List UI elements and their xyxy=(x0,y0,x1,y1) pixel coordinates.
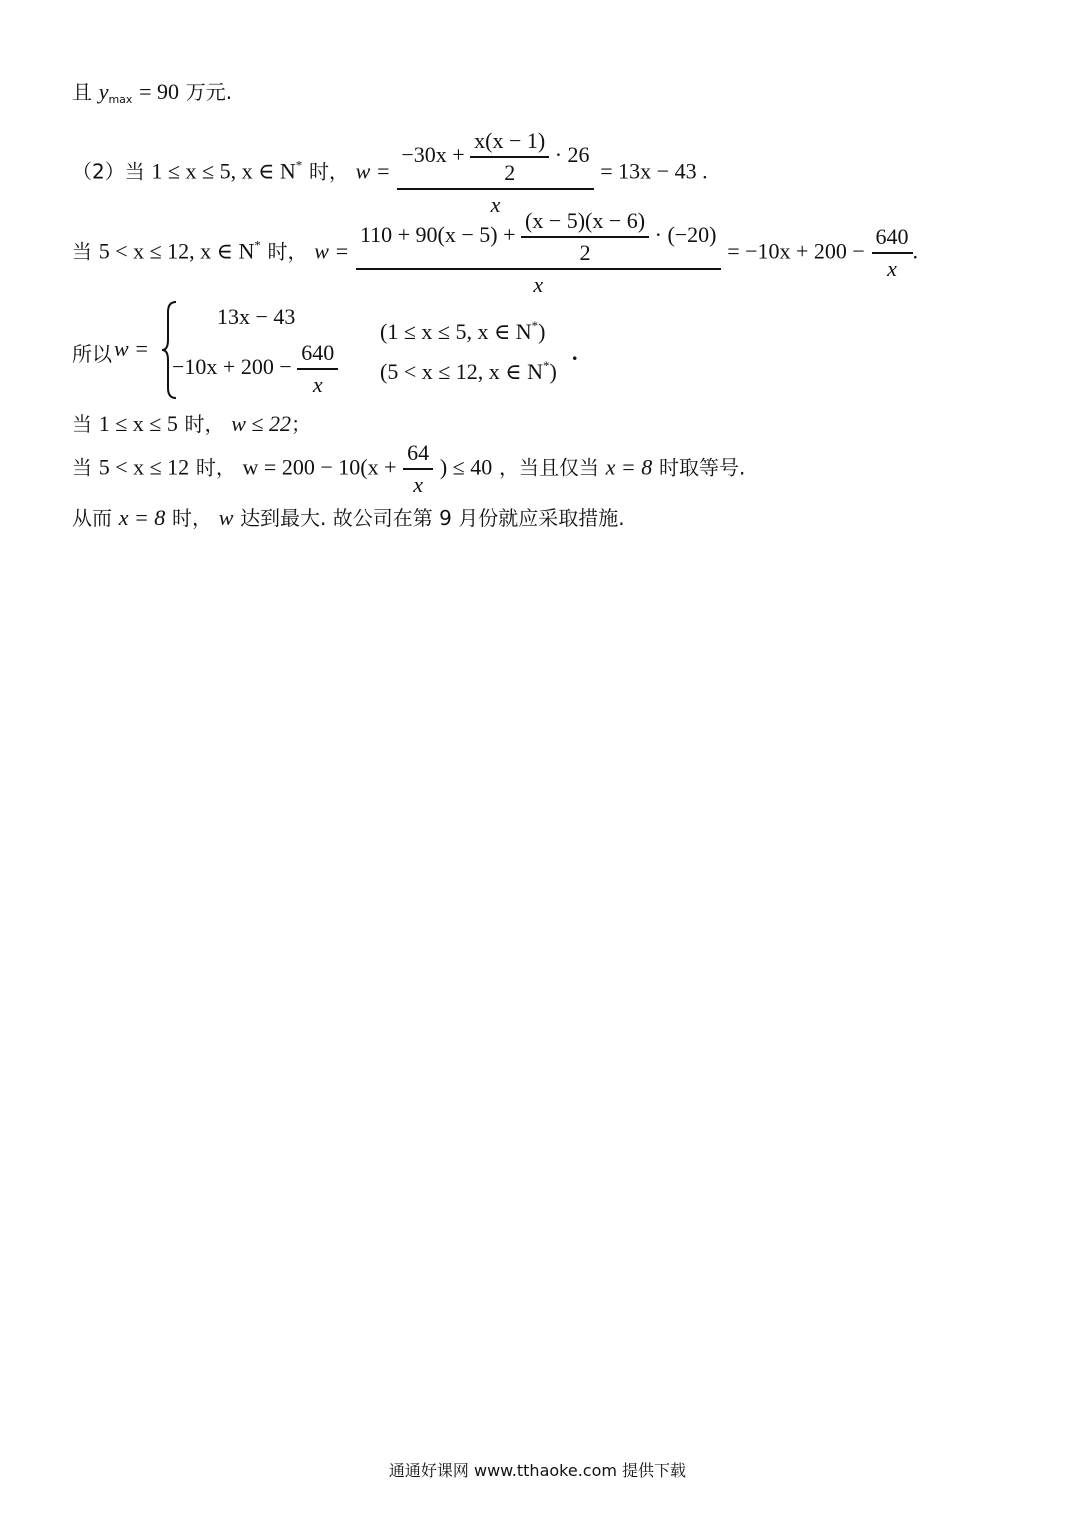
denominator-1: x xyxy=(490,192,501,217)
case-2-close: ) xyxy=(549,359,557,384)
expr-end-6: ) ≤ 40 xyxy=(439,454,493,480)
period-2: . xyxy=(912,238,919,264)
page-footer: 通通好课网 www.tthaoke.com 提供下载 xyxy=(388,1461,687,1480)
case-2-cond-text: (5 < x ≤ 12, x ∈ N xyxy=(380,359,543,384)
inner-num-2: (x − 5)(x − 6) xyxy=(525,208,646,233)
suoyi-label: 所以 xyxy=(72,342,112,366)
result-fraction-2 xyxy=(872,224,913,282)
inner-num-1: x(x − 1) xyxy=(474,128,546,153)
case-1-cond-text: (1 ≤ x ≤ 5, x ∈ N xyxy=(380,319,532,344)
when-2: 时， xyxy=(267,239,308,264)
result-1: = 13x − 43 . xyxy=(600,158,708,184)
tail2-6: 时取等号. xyxy=(658,455,746,480)
when-5: 时， xyxy=(184,412,225,436)
big-fraction-2 xyxy=(356,208,721,298)
conc-b: 时， xyxy=(172,506,212,530)
case-2-frac-num: 640 xyxy=(301,340,335,365)
inner-fraction-2 xyxy=(521,208,649,266)
when-label-5: 当 xyxy=(72,412,92,436)
conc-a: 从而 xyxy=(72,506,112,530)
answer-line-1 xyxy=(72,76,232,106)
part2-label: （2）当 xyxy=(72,159,145,184)
numerator-b-1: · 26 xyxy=(554,142,590,168)
denominator-2: x xyxy=(533,272,544,297)
inner-den-2: 2 xyxy=(579,240,591,265)
star-1: * xyxy=(295,157,303,173)
condition-6: 5 < x ≤ 12 xyxy=(98,454,190,480)
answer-line-7 xyxy=(72,502,625,531)
case-1-expr: 13x − 43 xyxy=(217,304,296,329)
result-frac-den-2: x xyxy=(887,256,897,281)
answer-line-6 xyxy=(72,440,745,498)
numerator-a-2: 110 + 90(x − 5) + xyxy=(359,222,516,248)
unit-wanyuan: 万元. xyxy=(185,80,233,104)
w-eq-3: w = xyxy=(114,336,150,361)
case-2-fraction xyxy=(297,340,338,398)
when-label-6: 当 xyxy=(72,455,92,480)
case-2-condition xyxy=(380,358,557,385)
tail-6: ，当且仅当 xyxy=(498,455,599,480)
frac-num-6: 64 xyxy=(407,440,430,465)
var-y: y xyxy=(98,79,109,104)
result-frac-num-2: 640 xyxy=(875,224,909,249)
fraction-6 xyxy=(403,440,433,498)
w-eq-1: w = xyxy=(355,158,391,184)
conc-w: w xyxy=(218,505,234,530)
big-fraction-1 xyxy=(397,128,593,218)
value-90: = 90 xyxy=(139,79,180,104)
sub-max: max xyxy=(108,93,133,106)
w-eq-2: w = xyxy=(314,238,350,264)
numerator-a-1: −30x + xyxy=(401,142,465,168)
case-2-star: * xyxy=(542,358,550,373)
condition-2: 5 < x ≤ 12, x ∈ N xyxy=(98,238,255,264)
case-2-frac-den: x xyxy=(312,372,323,397)
numerator-b-2: · (−20) xyxy=(654,222,717,248)
answer-line-3 xyxy=(72,208,918,298)
answer-line-2 xyxy=(72,128,708,218)
star-2: * xyxy=(254,237,261,253)
case-1-condition xyxy=(380,318,545,345)
when-label-2: 当 xyxy=(72,239,92,264)
result-2: = −10x + 200 − xyxy=(727,238,865,264)
eq-6: x = 8 xyxy=(605,454,653,480)
case-1-star: * xyxy=(531,318,539,333)
case-2-expr xyxy=(172,340,338,398)
expr-6: w = 200 − 10(x + xyxy=(242,454,397,480)
result-5: w ≤ 22 xyxy=(231,411,291,436)
when-1: 时， xyxy=(308,159,349,184)
inner-fraction-1 xyxy=(470,128,549,186)
semicolon-5: ； xyxy=(290,412,311,436)
conc-eq: x = 8 xyxy=(118,505,166,530)
inner-den-1: 2 xyxy=(504,160,516,185)
case-2-text: −10x + 200 − xyxy=(172,354,292,380)
answer-line-5 xyxy=(72,408,311,437)
frac-den-6: x xyxy=(413,472,424,497)
condition-5: 1 ≤ x ≤ 5 xyxy=(98,411,178,436)
text-qie: 且 xyxy=(72,80,92,104)
condition-1: 1 ≤ x ≤ 5, x ∈ N xyxy=(151,158,296,184)
period-3: . xyxy=(572,340,578,365)
conc-c: 达到最大. 故公司在第 9 月份就应采取措施. xyxy=(240,506,625,530)
case-1-close: ) xyxy=(538,319,546,344)
when-6: 时， xyxy=(195,455,236,480)
